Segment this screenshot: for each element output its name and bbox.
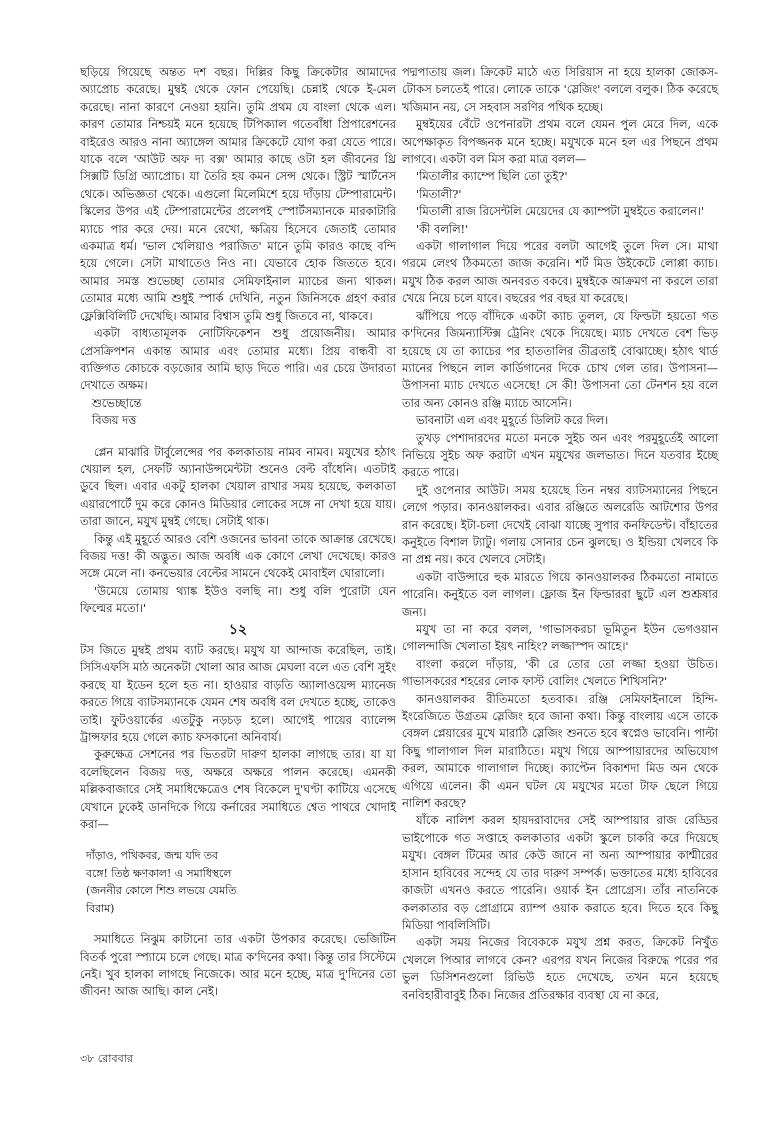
body-paragraph: মযুখ তা না করে বলল, 'গাভাসকরচা ভূমিতুন ইউন ভেগওয়ান গোলন্দাজি খেলাতা ইয়ৎ নাহিং? লজ্জাস্পদ আহে।' <box>402 622 718 654</box>
page-number: ৩৮ <box>80 1052 95 1065</box>
right-column <box>402 64 718 1004</box>
poem-line: দাঁড়াও, পথিকবর, জন্ম যদি তব <box>86 849 219 863</box>
letter-paragraph: একটা বাধ্যতামূলক নোটিফিকেশন শুধু প্রয়োজনীয়। আমার প্রেসক্রিপশন একান্ত আমার এবং তোমার মধ্যে। প্রিয় বান্ধবী বা ব্যক্তিগত কোচকে বড়জোর আমি ছাড় দিতে পারি। এর চেয়ে উদারতা দেখাতে অক্ষম। <box>80 326 396 393</box>
left-column <box>80 64 396 1001</box>
body-paragraph: কিন্তু এই মুহূর্তে আরও বেশি ওজনের ভাবনা তাকে আক্রান্ত রেখেছে। বিজয় দত্ত! কী অদ্ভুত। আজ অবধি এক কোণে লেখা দেখেছে। কারও সঙ্গে মেলে না। কনভেয়ার বেল্টের সামনে থেকেই মোবাইল ঘোরালো। <box>80 531 396 581</box>
body-paragraph: কুরুক্ষেত্র সেশনের পর ভিতরটা দারুণ হালকা লাগছে তার। যা যা বলেছিলেন বিজয় দত্ত, অক্ষরে অক্ষরে পালন করেছে। এমনকী মল্লিকবাজারে সেই সমাধিক্ষেত্রেও শেষ বিকেলে দু'ঘণ্টা কাটিয়ে এসেছে যেখানে ঢুকেই ডানদিকে গিয়ে কর্নারের সমাধিতে শ্বেত পাথরে খোদাই করা— <box>80 747 396 832</box>
magazine-name: রোববার <box>97 1052 133 1065</box>
body-paragraph: যাঁকে নালিশ করল হায়দরাবাদের সেই আম্পায়ার রাজ রেড্ডির ভাইপোকে গত সপ্তাহে কলকাতার একটা স্কুলে চাকরি করে দিয়েছে মযুখ। বেঙ্গল টিমের আর কেউ জানে না অন্য আম্পায়ার কাশ্মীরের হাসান হাবিবের সন্দেহ যে তার দারুণ সম্পর্ক। ভক্তাতের মধ্যে হাবিবের কাজটা এখনও করতে পারেনি। ওয়ার্ক ইন প্রোগ্রেস। তাঁর নাতনিকে কলকাতার বড় প্রোগ্রামে র‍্যাম্প ওয়াক করাতে হবে। দিতে হবে কিছু মিডিয়া পাবলিসিটি। <box>402 813 718 932</box>
letter-paragraph: ছড়িয়ে গিয়েছে অন্তত দশ বছর। দিল্লির কিছু ক্রিকেটার আমাদের অ্যাপ্রোচ করেছে। মুম্বই থেকে ফোন পেয়েছি। চেন্নাই থেকে ই-মেল করেছে। নানা কারণে নেওয়া হয়নি। তুমি প্রথম যে বাংলা থেকে এল। কারণ তোমার নিশ্চয়ই মনে হয়েছে টিপিক্যাল গতেবাঁধা প্রিপারেশনের বাইরেও আরও নানা অ্যাঙ্গেল আমার ক্রিকেটে যোগ করা যেতে পারে। যাকে বলে 'আউট অফ দ্য বক্স' আমার কাছে ওটা হল জীবনের থ্রি সিক্সটি ডিগ্রি অ্যাপ্রোচ। যা তৈরি হয় কমন সেন্স থেকে। স্ট্রিট স্মার্টনেস থেকে। অভিজ্ঞতা থেকে। এগুলো মিলেমিশে হয়ে দাঁড়ায় টেম্পারামেন্ট। স্কিলের উপর এই টেম্পারামেন্টের প্রলেপই স্পোর্টসম্যানকে মারকাটারি ম্যাচে পার করে দেয়। মনে রেখো, ক্ষত্রিয় হিসেবে জেতাই তোমার একমাত্র ধর্ম। 'ভাল খেলিয়াও পরাজিত' মানে তুমি কারও কাছে বন্দি হয়ে গেলে। সেটা মাথাতেও নিও না। যেভাবে হোক জিততে হবে। আমার সমস্ত শুভেচ্ছা তোমার সেমিফাইনাল ম্যাচের জন্য থাকল। তোমার মধ্যে আমি শুধুই স্পার্ক দেখিনি, নতুন জিনিসকে গ্রহণ করার ফ্লেক্সিবিলিটি দেখেছি। আমার বিশ্বাস তুমি শুধু জিতবে না, থাকবে। <box>80 65 396 323</box>
poem-line: বিরাম) <box>86 901 115 915</box>
epitaph-poem <box>86 847 396 917</box>
body-paragraph: ঝাঁপিয়ে পড়ে বাঁদিকে একটা ক্যাচ তুলল, যে ফিল্ডটা হয়তো গত ক'দিনের জিমন্যাস্টিক্স ট্রেনিং থেকে দিয়েছে। ম্যাচ দেখতে বেশ ভিড় হয়েছে যে তা ক্যাচের পর হাততালির তীব্রতাই বোঝাচ্ছে। হঠাৎ থার্ড ম্যানের পিছনে লাল কার্ডিগানের দিকে চোখ গেল তার। উপাসনা— উপাসনা ম্যাচ দেখতে এসেছে! সে কী! উপাসনা তো টেনশন হয় বলে তার অন্য কোনও রঞ্জি ম্যাচে আসেনি। <box>402 308 718 410</box>
dialogue-line: 'মিতালীর ক্যাম্পে ছিলি তো তুই?' <box>416 169 568 184</box>
body-paragraph: বাংলা করলে দাঁড়ায়, 'কী রে তোর তো লজ্জা হওয়া উচিত। গাভাসকরের শহরের লোক ফাস্ট বোলিং খেলতে শিখিসনি?' <box>402 656 718 689</box>
body-paragraph: ভাবনাটা এল এবং মুহূর্তে ডিলিট করে দিল। <box>416 413 609 428</box>
body-paragraph: প্লেন মাঝারি টার্বুলেন্সের পর কলকাতায় নামব নামব। মযুখের হঠাৎ খেয়াল হল, সেফটি অ্যানাউন্সমেন্টটা শুনেও বেল্ট বাঁধেনি। এতটাই ডুবে ছিল। এবার একটু হালকা খেয়াল রাখার সময় হয়েছে, কলকাতা এয়ারপোর্টে দুম করে কোনও মিডিয়ার লোকের সঙ্গে না দেখা হয়ে যায়। তারা জানে, মযুখ মুম্বই গেছে। সেটাই থাক। <box>80 444 396 529</box>
poem-line: বঙ্গে! তিষ্ঠ ক্ষণকাল! এ সমাধিস্থলে <box>86 866 232 880</box>
body-paragraph: টস জিতে মুম্বই প্রথম ব্যাট করছে। মযুখ যা আন্দাজ করেছিল, তাই। সিসিএফসি মাঠ অনেকটা খোলা আর আজ মেঘলা বলে এত বেশি সুইং করছে যা ইডেন হলে হত না। হাওয়ার বাড়তি অ্যালাওয়েন্স ম্যানেজ করতে গিয়ে ব্যাটসম্যানকে যেমন শেষ অবধি বল দেখতে হচ্ছে, তাকেও তাই। ফুটওয়ার্কের এতটুকু নড়চড় হলে। আগেই পায়ের ব্যালেন্স ট্রান্সফার হয়ে গেলে ক্যাচ ফসকানো অনিবার্য। <box>80 643 396 745</box>
poem-line: (জননীর কোলে শিশু লভয়ে যেমতি <box>86 884 237 898</box>
body-paragraph: সমাধিতে নিঝুম কাটানো তার একটা উপকার করেছে। ভেজিটিন বিতর্ক পুরো স্প্যামে চলে গেছে। মাত্র ক'দিনের কথা। কিন্তু তার সিস্টেমে নেই। খুব হালকা লাগছে নিজেকে। আর মনে হচ্ছে, মাত্র দু'দিনের তো জীবন! আজ আছি। কাল নেই। <box>80 932 396 999</box>
body-paragraph: একটা গালাগাল দিয়ে পরের বলটা আগেই তুলে দিল সে। মাথা গরমে লেংথ ঠিকমতো জাজ করেনি। শর্ট মিড উইকেটে লোপ্পা ক্যাচ। মযুখ ঠিক করল আজ অনবরত বকবে। মুম্বইকে আক্রমণ না করলে তারা খেয়ে নিয়ে চলে যাবে। বছরের পর বছর যা করেছে। <box>402 239 718 306</box>
page-footer <box>80 1050 133 1069</box>
body-paragraph: পদ্মপাতায় জল। ক্রিকেট মাঠে এত সিরিয়াস না হয়ে হালকা জোকস-টোকস চলতেই পারে। লোকে তাকে 'স্লেজিং' বললে বলুক। ঠিক করেছে খজিমান নয়, সে সহবাস সরণির পথিক হচ্ছে। <box>402 65 718 114</box>
body-paragraph: একটা বাউন্সারে হুক মারতে গিয়ে কানওয়ালকর ঠিকমতো নামাতে পারেনি। কনুইতে বল লাগল। ফ্লোজ ইন ফিল্ডাররা ছুটে এল শুশ্রূষার জন্য। <box>402 569 718 619</box>
body-paragraph: তুখড় পেশাদারদের মতো মনকে সুইচ অন এবং পরমুহূর্তেই আলো নিভিয়ে সুইচ অফ করাটা এখন মযুখের জলভাত। দিনে যতবার ইচ্ছে করতে পারে। <box>402 430 718 480</box>
letter-signature: বিজয় দত্ত <box>92 413 137 428</box>
chapter-number: ১২ <box>228 621 248 638</box>
body-paragraph: মুম্বইয়ের বেঁটে ওপেনারটা প্রথম বলে যেমন পুল মেরে দিল, একে অপেক্ষাকৃত বিপজ্জনক মনে হচ্ছে। মযুখকে মনে হল এর পিছনে প্রথম লাগবে। একটা বল মিস করা মাত্র বলল— <box>402 117 718 167</box>
body-paragraph: দুই ওপেনার আউট। সময় হয়েছে তিন নম্বর ব্যাটসম্যানের পিছনে লেগে পড়ার। কানওয়ালকর। এবার রঞ্জিতে অলরেডি আটশোর উপর রান করেছে। ইটা-চলা দেখেই বোঝা যাচ্ছে সুপার কনফিডেন্ট। বাঁহাতের কনুইতে বিশাল ট্যাটু। গলায় সোনার চেন ঝুলছে। ও ইন্ডিয়া খেলবে কি না প্রশ্ন নয়। কবে খেলবে সেটাই। <box>402 482 718 567</box>
dialogue-line: 'কী বললি!' <box>416 221 469 236</box>
letter-sign-off: শুভেচ্ছান্তে <box>92 395 142 410</box>
dialogue-line: 'মিতালী রাজ রিসেন্টলি মেয়েদের যে ক্যাম্পটা মুম্বইতে করালেন।' <box>416 204 704 219</box>
body-paragraph: 'উমেয়ে তোমায় থ্যাঙ্ক ইউও বলছি না। শুধু বলি পুরোটা যেন ফিল্মের মতো।' <box>80 583 396 616</box>
dialogue-line: 'মিতালী?' <box>416 186 462 201</box>
body-paragraph: কানওয়ালকর রীতিমতো হতবাক। রঞ্জি সেমিফাইনালে হিন্দি-ইংরেজিতে উগ্রতম স্লেজিং হবে জানা কথা। কিন্তু বাংলায় এসে তাকে বেঙ্গল প্লেয়ারের মুখে মারাঠি স্লেজিং শুনতে হবে স্বপ্নেও ভাবেনি। পাল্টা কিছু গালাগাল দিল মারাঠিতে। মযুখ গিয়ে আম্পায়ারদের অভিযোগ করল, আমাকে গালাগাল দিচ্ছে। ক্যাপ্টেন বিকাশদা মিড অন থেকে এগিয়ে এলেন। কী এমন ঘটল যে মযুখের মতো টাফ ছেলে গিয়ে নালিশ করছে? <box>402 691 718 811</box>
body-paragraph: একটা সময় নিজের বিবেককে মযুখ প্রশ্ন করত, ক্রিকেট নিখুঁত খেললে পিআর লাগবে কেন? এরপর যখন নিজের বিরুদ্ধে পরের পর ভুল ডিসিশনগুলো রিভিউ হতে দেখেছে, তখন মনে হয়েছে বনবিহারীবাবুই ঠিক। নিজের প্রতিরক্ষার ব্যবস্থা যে না করে, <box>402 935 718 1002</box>
